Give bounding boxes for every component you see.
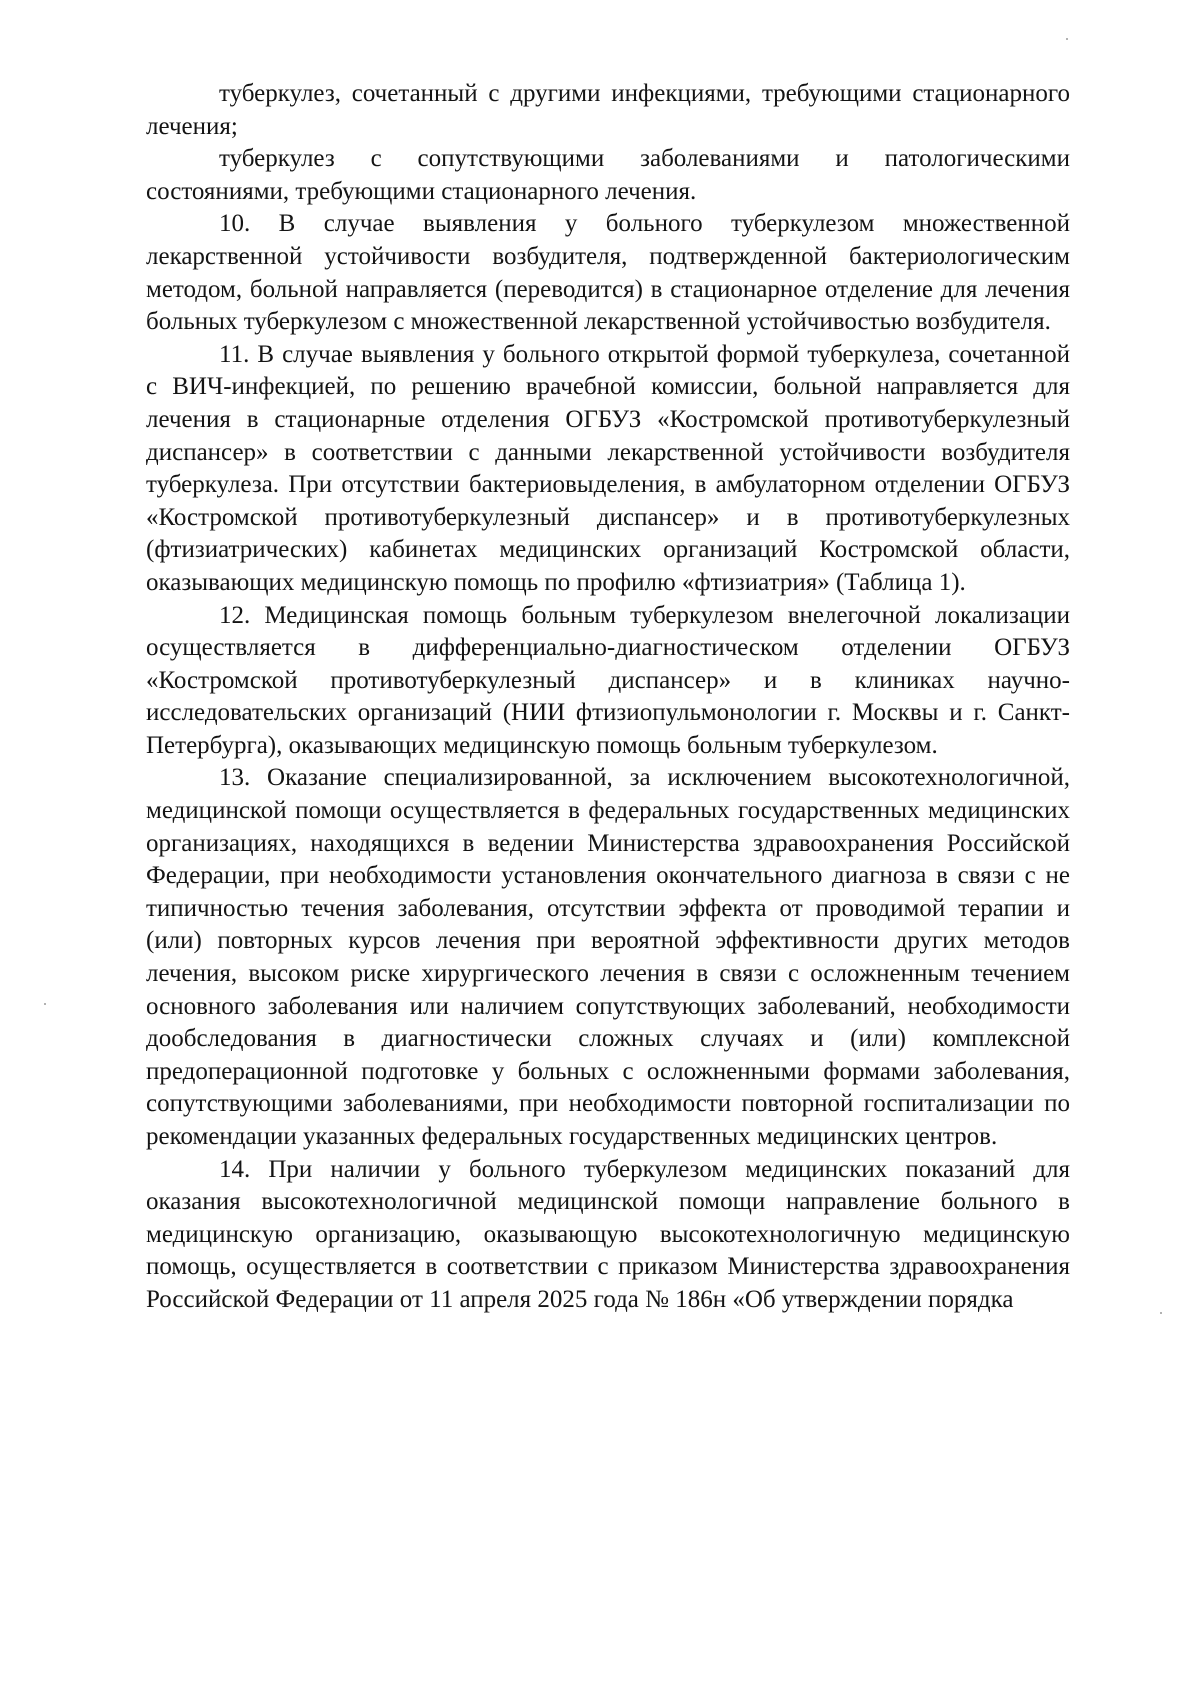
scan-speck: [1160, 1312, 1162, 1314]
paragraph-item-14: 14. При наличии у больного туберкулезом медицинских показаний для оказания высокотехнологичной медицинской помощи направление больного в медицинскую организацию, оказывающую высокотехнологичную медицинскую помощь, осуществляется в соответствии с приказом Министерства здравоохранения Российской Федерации от 11 апреля 2025 года № 186н «Об утверждении порядка: [146, 1155, 1070, 1313]
paragraph-tb-comorbidities: туберкулез с сопутствующими заболеваниями и патологическими состояниями, требующими стационарного лечения.: [146, 145, 1070, 205]
scan-speck: [1066, 38, 1068, 40]
paragraph-item-10: 10. В случае выявления у больного туберкулезом множественной лекарственной устойчивости возбудителя, подтвержденной бактериологическим методом, больной направляется (переводится) в стационарное отделение для лечения больных туберкулезом с множественной лекарственной устойчивостью возбудителя.: [146, 210, 1070, 336]
paragraph-item-13: 13. Оказание специализированной, за исключением высокотехнологичной, медицинской помощи осуществляется в федеральных государственных медицинских организациях, находящихся в ведении Министерства здравоохранения Российской Федерации, при необходимости установления окончательного диагноза в связи с не типичностью течения заболевания, отсутствии эффекта от проводимой терапии и (или) повторных курсов лечения при вероятной эффективности других методов лечения, высоком риске хирургического лечения в связи с осложненным течением основного заболевания или наличием сопутствующих заболеваний, необходимости дообследования в диагностически сложных случаях и (или) комплексной предоперационной подготовке у больных с осложненными формами заболевания, сопутствующими заболеваниями, при необходимости повторной госпитализации по рекомендации указанных федеральных государственных медицинских центров.: [146, 764, 1070, 1150]
document-body: [146, 78, 1070, 1317]
scan-speck: [44, 1003, 46, 1005]
paragraph-item-12: 12. Медицинская помощь больным туберкулезом внелегочной локализации осуществляется в дифференциально-диагностическом отделении ОГБУЗ «Костромской противотуберкулезный диспансер» и в клиниках научно-исследовательских организаций (НИИ фтизиопульмонологии г. Москвы и г. Санкт-Петербурга), оказывающих медицинскую помощь больным туберкулезом.: [146, 601, 1070, 759]
paragraph-tb-coinfection: туберкулез, сочетанный с другими инфекциями, требующими стационарного лечения;: [146, 80, 1070, 140]
paragraph-item-11: 11. В случае выявления у больного открытой формой туберкулеза, сочетанной с ВИЧ-инфекцией, по решению врачебной комиссии, больной направляется для лечения в стационарные отделения ОГБУЗ «Костромской противотуберкулезный диспансер» в соответствии с данными лекарственной устойчивости возбудителя туберкулеза. При отсутствии бактериовыделения, в амбулаторном отделении ОГБУЗ «Костромской противотуберкулезный диспансер» и в противотуберкулезных (фтизиатрических) кабинетах медицинских организаций Костромской области, оказывающих медицинскую помощь по профилю «фтизиатрия» (Таблица 1).: [146, 340, 1070, 596]
